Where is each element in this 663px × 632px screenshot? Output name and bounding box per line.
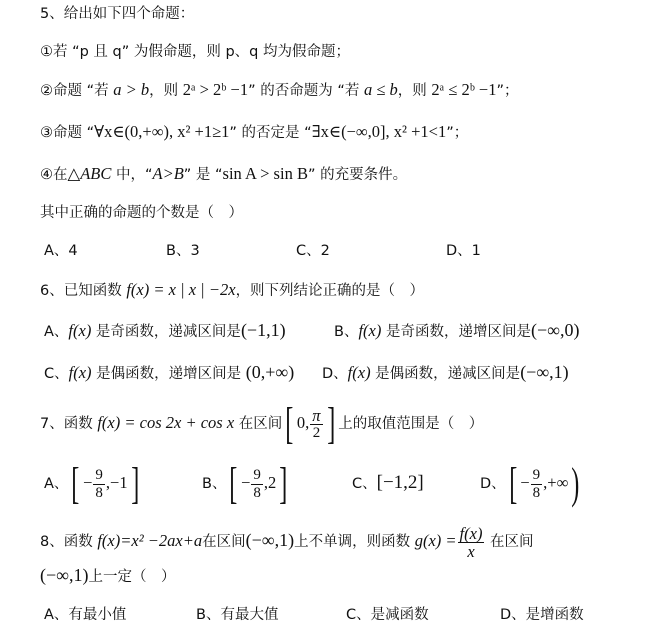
- q8-stem: [40, 522, 534, 560]
- q5-p2-text-b: ，则: [149, 83, 183, 99]
- q6-d-fx: f(x): [347, 363, 371, 382]
- q7-a-fraction: [93, 467, 105, 502]
- q5-p3-math-2: ∃x∈(−∞,0], x² +1<1: [311, 122, 447, 141]
- q6-b-label: B、: [334, 324, 359, 340]
- q8-g-numerator: f(x): [459, 523, 483, 543]
- q7-b-label: B、: [202, 476, 227, 492]
- q8-stem-line-2: [40, 565, 175, 587]
- q7-a-minus: −: [83, 473, 93, 492]
- q6-option-c: [44, 362, 294, 384]
- q5-p4-math-3: sin A > sin B: [222, 164, 308, 183]
- q6-d-label: D、: [322, 366, 348, 382]
- q8-g-fraction: [458, 525, 485, 560]
- q6-c-text: 是偶函数，递增区间是: [91, 366, 246, 382]
- q8-stem-text-c: 上不单调，则函数: [294, 534, 415, 550]
- q8-stem-interval: (−∞,1): [245, 530, 295, 550]
- q6-a-fx: f(x): [68, 321, 92, 340]
- q8-stem-text-b: 在区间: [202, 534, 246, 550]
- q7-d-denominator: 8: [532, 484, 541, 501]
- q5-p2-text-c: ” 的否命题为 “若: [248, 83, 364, 99]
- q5-p2-text-e: ”；: [496, 83, 519, 99]
- q5-proposition-4: [40, 164, 407, 185]
- q6-d-text: 是偶函数，递减区间是: [370, 366, 521, 382]
- q7-d-fraction: [531, 467, 543, 502]
- q5-p4-text-c: ” 是 “: [183, 167, 223, 183]
- q7-b-numerator: 9: [253, 466, 261, 483]
- q7-b-open: [: [229, 459, 238, 508]
- q7-c-label: C、: [352, 476, 377, 492]
- q5-ask: 其中正确的命题的个数是（ ）: [40, 205, 243, 221]
- q7-b-minus: −: [241, 473, 251, 492]
- q8-g-denominator: x: [467, 541, 475, 561]
- q6-stem-text-b: ，则下列结论正确的是（ ）: [235, 283, 425, 299]
- q7-d-rest: ,+∞: [543, 473, 569, 492]
- q5-option-c: C、2: [296, 243, 330, 259]
- q7-fraction-denominator: 2: [312, 424, 321, 441]
- q8-line2-text: 上一定（ ）: [88, 569, 176, 585]
- q6-option-b: [334, 320, 579, 342]
- q7-fraction-numerator: π: [312, 405, 321, 425]
- q6-stem-math: f(x) = x | x | −2x: [126, 280, 236, 299]
- q7-interval-right-bracket: ]: [326, 399, 335, 448]
- q5-p2-math-4: 2ᵃ ≤ 2ᵇ −1: [431, 80, 497, 99]
- q7-option-b: [202, 460, 291, 507]
- q6-b-text: 是奇函数，递增区间是: [381, 324, 531, 340]
- q7-stem-text-b: 在区间: [234, 416, 283, 432]
- q5-p4-text-a: ④在: [40, 167, 68, 183]
- q7-d-numerator: 9: [532, 466, 541, 483]
- q8-option-b: B、有最大值: [196, 607, 279, 623]
- q7-stem-math: f(x) = cos 2x + cos x: [97, 413, 235, 432]
- q6-option-d: [322, 362, 569, 384]
- q6-a-label: A、: [44, 324, 69, 340]
- q5-p4-math-2: A>B: [152, 164, 184, 183]
- q7-a-open: [: [71, 459, 80, 508]
- q8-option-d: D、是增函数: [500, 607, 584, 623]
- q5-proposition-3: [40, 122, 468, 143]
- q7-d-close: ): [571, 459, 580, 508]
- q7-a-rest: ,−1: [105, 473, 128, 492]
- q5-option-b: B、3: [166, 243, 200, 259]
- q5-p4-text-b: 中，“: [111, 167, 153, 183]
- q7-b-rest: ,2: [263, 473, 277, 492]
- q7-option-c: [352, 473, 424, 494]
- q6-stem: [40, 280, 424, 301]
- q5-p4-text-d: ” 的充要条件。: [307, 167, 408, 183]
- q7-stem-text-a: 7、函数: [40, 416, 98, 432]
- q7-a-numerator: 9: [95, 466, 103, 483]
- q7-a-label: A、: [44, 476, 69, 492]
- q6-c-interval: (0,+∞): [245, 362, 295, 382]
- q6-b-interval: (−∞,0): [530, 320, 580, 340]
- q8-option-c: C、是减函数: [346, 607, 429, 623]
- q6-d-interval: (−∞,1): [520, 362, 569, 382]
- q5-proposition-2: [40, 80, 519, 101]
- q7-stem-text-c: 上的取值范围是（ ）: [338, 416, 484, 432]
- q6-a-interval: (−1,1): [240, 320, 286, 340]
- q7-interval-zero: 0,: [296, 413, 310, 432]
- q8-stem-math: f(x)=x² −2ax+a: [97, 531, 203, 550]
- q7-d-label: D、: [480, 476, 506, 492]
- q6-option-a: [44, 320, 286, 342]
- q7-d-open: [: [508, 459, 518, 508]
- q7-c-interval: [−1,2]: [376, 472, 424, 493]
- q5-p2-text-a: ②命题 “若: [40, 83, 114, 99]
- q5-p2-math-3: a ≤ b: [363, 80, 398, 99]
- q8-option-a: A、有最小值: [44, 607, 127, 623]
- q5-proposition-1: ①若 “p 且 q” 为假命题，则 p、q 均为假命题；: [40, 44, 350, 60]
- q7-b-denominator: 8: [253, 484, 261, 501]
- q6-c-label: C、: [44, 366, 69, 382]
- q8-stem-text-d: 在区间: [485, 534, 534, 550]
- q7-interval-left-bracket: [: [285, 399, 294, 448]
- q5-p3-text-b: ” 的否定是 “: [229, 125, 312, 141]
- q5-option-a: A、4: [44, 243, 78, 259]
- q6-a-text: 是奇函数，递减区间是: [91, 324, 241, 340]
- q7-stem: [40, 400, 483, 446]
- q5-stem: 5、给出如下四个命题：: [40, 6, 195, 22]
- q5-p3-math-1: ∀x∈(0,+∞), x² +1≥1: [94, 122, 230, 141]
- q7-interval-fraction: [310, 407, 322, 442]
- q5-p2-math-1: a > b: [113, 80, 150, 99]
- q7-a-close: ]: [130, 459, 139, 508]
- q8-stem-text-a: 8、函数: [40, 534, 98, 550]
- q6-stem-text-a: 6、已知函数: [40, 283, 127, 299]
- q5-p3-text-c: ”；: [446, 125, 469, 141]
- q5-p3-text-a: ③命题 “: [40, 125, 95, 141]
- q7-b-fraction: [251, 467, 263, 502]
- q5-option-d: D、1: [446, 243, 481, 259]
- q5-p2-text-d: ，则: [397, 83, 432, 99]
- q7-option-a: [44, 460, 142, 507]
- q7-d-minus: −: [520, 473, 530, 492]
- q5-p4-math-1: △ABC: [67, 164, 112, 183]
- q5-p2-math-2: 2ᵃ > 2ᵇ −1: [182, 80, 249, 99]
- q7-a-denominator: 8: [95, 484, 103, 501]
- q6-b-fx: f(x): [358, 321, 382, 340]
- q8-line2-interval: (−∞,1): [40, 565, 89, 585]
- q7-option-d: [480, 460, 583, 507]
- q8-g-function: g(x) =: [414, 531, 457, 550]
- q6-c-fx: f(x): [68, 363, 92, 382]
- q7-b-close: ]: [279, 459, 288, 508]
